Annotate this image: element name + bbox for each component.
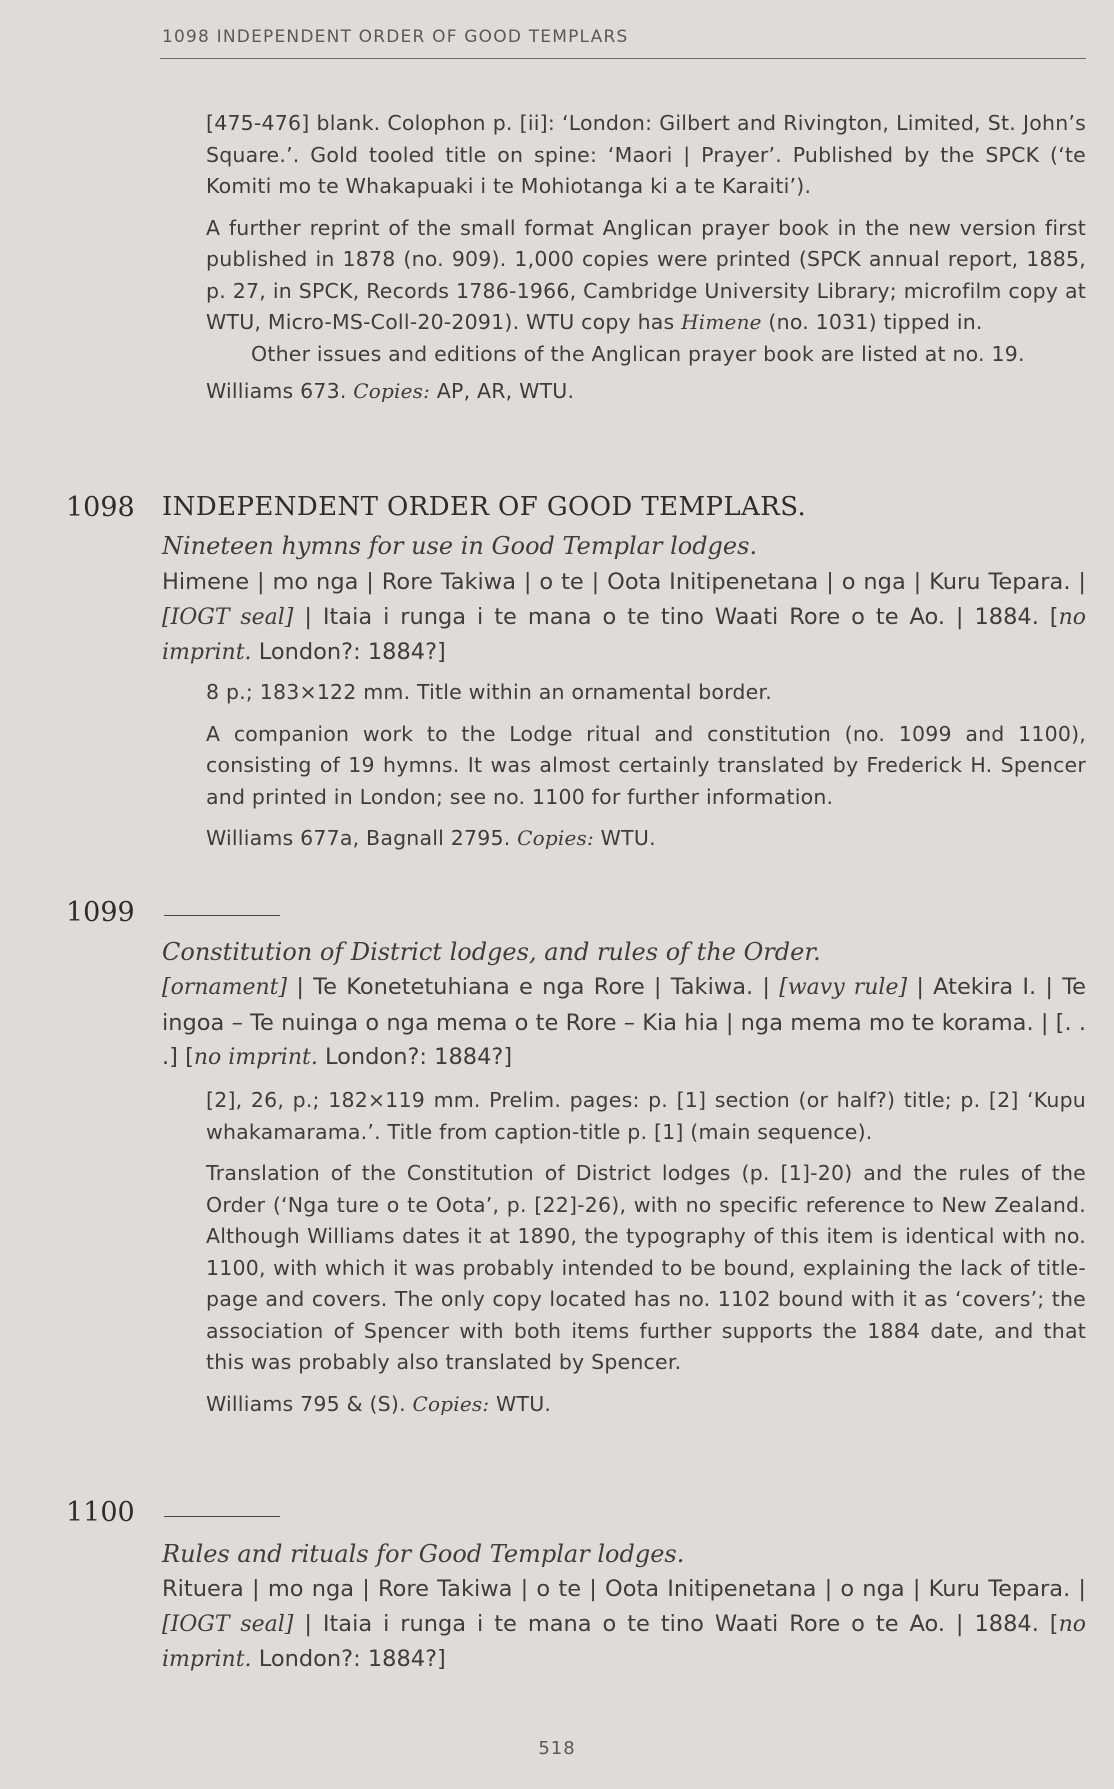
entry-heading-1098: INDEPENDENT ORDER OF GOOD TEMPLARS. xyxy=(162,492,807,522)
entry-collation-1098: 8 p.; 183×122 mm. Title within an ornamental border. xyxy=(206,680,772,704)
entry-transcription-1100: Rituera | mo nga | Rore Takiwa | o te | Oota Initipenetana | o nga | Kuru Tepara. | [IOGT seal] | Itaia i runga i te mana o te tino Waati Rore o te Ao. | 1884. [no imprint. London?: 1884?] xyxy=(162,1576,1086,1672)
entry-number-1098: 1098 xyxy=(66,492,135,523)
entry-transcription-1099: [ornament] | Te Konetetuhiana e nga Rore | Takiwa. | [wavy rule] | Atekira I. | Te ingoa – Te nuinga o nga mema o te Rore – Kia hia | nga mema mo te korama. | [. . .] [no imprint. London?: 1884?] xyxy=(162,974,1086,1070)
previous-entry-description: [475-476] blank. Colophon p. [ii]: ‘London: Gilbert and Rivington, Limited, St. John’s Square.’. Gold tooled title on spine: ‘Maori | Prayer’. Published by the SPCK (‘te Komiti mo te Whakapuaki i te Mohiotanga ki a te Karaiti’). xyxy=(206,111,1086,198)
entry-note-1099: Translation of the Constitution of District lodges (p. [1]-20) and the rules of the Order (‘Nga ture o te Oota’, p. [22]-26), with no specific reference to New Zealand. Although Williams dates it at 1890, the typography of this item is identical with no. 1100, with which it was probably intended to be bound, explaining the lack of title-page and covers. The only copy located has no. 1102 bound with it as ‘covers’; the association of Spencer with both items further supports the 1884 date, and that this was probably also translated by Spencer. xyxy=(206,1161,1086,1374)
previous-entry-other-issues: Other issues and editions of the Anglican prayer book are listed at no. 19. xyxy=(251,341,1025,366)
entry-body-1098 xyxy=(206,677,1086,855)
entry-dash-rule-1100 xyxy=(164,1516,280,1517)
entry-title-1099: Constitution of District lodges, and rules of the Order. xyxy=(162,938,821,966)
entry-note-1098: A companion work to the Lodge ritual and constitution (no. 1099 and 1100), consisting of 19 hymns. It was almost certainly translated by Frederick H. Spencer and printed in London; see no. 1100 for further information. xyxy=(206,721,1086,809)
header-rule xyxy=(160,58,1086,59)
entry-title-1100: Rules and rituals for Good Templar lodges. xyxy=(162,1540,685,1568)
previous-entry-references: Williams 673. Copies: AP, AR, WTU. xyxy=(206,379,575,403)
entry-number-1100: 1100 xyxy=(66,1497,135,1528)
previous-entry-continuation xyxy=(206,108,1086,408)
page-number: 518 xyxy=(538,1738,576,1759)
entry-number-1099: 1099 xyxy=(66,897,135,928)
entry-references-1099: Williams 795 & (S). Copies: WTU. xyxy=(206,1391,552,1416)
entry-dash-rule-1099 xyxy=(164,915,280,916)
entry-references-1098: Williams 677a, Bagnall 2795. Copies: WTU. xyxy=(206,826,656,850)
entry-body-1099 xyxy=(206,1085,1086,1420)
entry-title-1098: Nineteen hymns for use in Good Templar lodges. xyxy=(162,532,758,560)
previous-entry-note: A further reprint of the small format Anglican prayer book in the new version first published in 1878 (no. 909). 1,000 copies were printed (SPCK annual report, 1885, p. 27, in SPCK, Records 1786-1966, Cambridge University Library; microfilm copy at WTU, Micro-MS-Coll-20-2091). WTU copy has Himene (no. 1031) tipped in. xyxy=(206,215,1086,334)
entry-collation-1099: [2], 26, p.; 182×119 mm. Prelim. pages: p. [1] section (or half?) title; p. [2] ‘Kupu whakamarama.’. Title from caption-title p. [1] (main sequence). xyxy=(206,1088,1086,1144)
entry-transcription-1098: Himene | mo nga | Rore Takiwa | o te | Oota Initipenetana | o nga | Kuru Tepara. | [IOGT seal] | Itaia i runga i te mana o te tino Waati Rore o te Ao. | 1884. [no imprint. London?: 1884?] xyxy=(162,569,1086,665)
running-head: 1098 INDEPENDENT ORDER OF GOOD TEMPLARS xyxy=(162,27,629,47)
